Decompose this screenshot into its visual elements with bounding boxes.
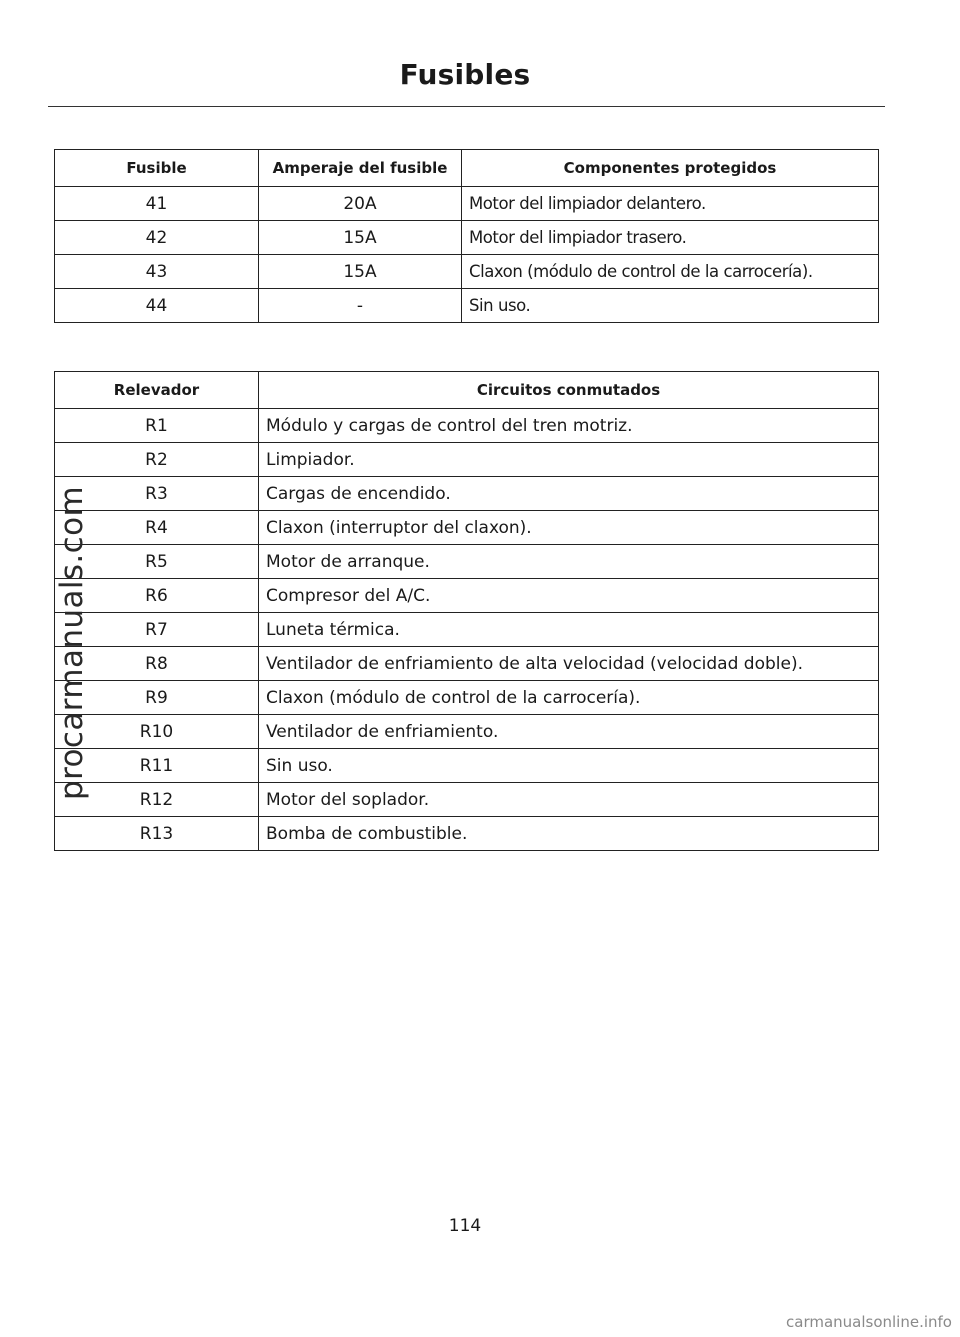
relay-table-header-row [55, 372, 879, 409]
table-row [55, 477, 879, 511]
table-row [55, 289, 879, 323]
relay-id: R8 [55, 647, 259, 681]
relay-circuits: Claxon (interruptor del claxon). [259, 511, 879, 545]
amperage-column-header: Amperaje del fusible [259, 150, 462, 187]
fuse-number: 43 [55, 255, 259, 289]
relay-id: R10 [55, 715, 259, 749]
fuse-components: Sin uso. [462, 289, 879, 323]
relay-circuits: Sin uso. [259, 749, 879, 783]
fuse-components: Motor del limpiador trasero. [462, 221, 879, 255]
table-row [55, 817, 879, 851]
components-column-header: Componentes protegidos [462, 150, 879, 187]
relay-circuits: Ventilador de enfriamiento de alta velocidad (velocidad doble). [259, 647, 879, 681]
table-row [55, 783, 879, 817]
relay-circuits: Motor de arranque. [259, 545, 879, 579]
table-row [55, 187, 879, 221]
relay-circuits: Cargas de encendido. [259, 477, 879, 511]
relay-id: R11 [55, 749, 259, 783]
relay-id: R5 [55, 545, 259, 579]
table-row [55, 255, 879, 289]
relay-circuits: Limpiador. [259, 443, 879, 477]
fuse-number: 41 [55, 187, 259, 221]
fuse-amperage: 20A [259, 187, 462, 221]
fuse-components: Claxon (módulo de control de la carrocería). [462, 255, 879, 289]
table-row [55, 221, 879, 255]
page-number: 114 [448, 1216, 482, 1236]
fuse-table-header-row [55, 150, 879, 187]
side-watermark: procarmanuals.com [54, 485, 90, 801]
relay-id: R3 [55, 477, 259, 511]
table-row [55, 511, 879, 545]
relay-id: R4 [55, 511, 259, 545]
relay-circuits: Luneta térmica. [259, 613, 879, 647]
relay-circuits: Bomba de combustible. [259, 817, 879, 851]
table-row [55, 545, 879, 579]
table-row [55, 749, 879, 783]
table-row [55, 647, 879, 681]
relay-id: R13 [55, 817, 259, 851]
relay-id: R7 [55, 613, 259, 647]
table-row [55, 443, 879, 477]
relay-id: R12 [55, 783, 259, 817]
relay-id: R2 [55, 443, 259, 477]
relay-id: R6 [55, 579, 259, 613]
table-row [55, 613, 879, 647]
table-row [55, 409, 879, 443]
relay-circuits: Ventilador de enfriamiento. [259, 715, 879, 749]
relay-circuits: Claxon (módulo de control de la carrocería). [259, 681, 879, 715]
fuse-amperage: 15A [259, 255, 462, 289]
relay-table [54, 371, 879, 851]
table-row [55, 579, 879, 613]
circuits-column-header: Circuitos conmutados [259, 372, 879, 409]
page-title: Fusibles [399, 58, 531, 91]
fuse-column-header: Fusible [55, 150, 259, 187]
fuse-table [54, 149, 879, 323]
fuse-amperage: 15A [259, 221, 462, 255]
fuse-amperage: - [259, 289, 462, 323]
table-row [55, 715, 879, 749]
fuse-number: 44 [55, 289, 259, 323]
fuse-components: Motor del limpiador delantero. [462, 187, 879, 221]
table-row [55, 681, 879, 715]
relay-id: R9 [55, 681, 259, 715]
relay-circuits: Motor del soplador. [259, 783, 879, 817]
relay-id: R1 [55, 409, 259, 443]
relay-circuits: Compresor del A/C. [259, 579, 879, 613]
relay-column-header: Relevador [55, 372, 259, 409]
title-divider [48, 106, 885, 107]
relay-circuits: Módulo y cargas de control del tren motriz. [259, 409, 879, 443]
fuse-number: 42 [55, 221, 259, 255]
footer-watermark: carmanualsonline.info [786, 1313, 952, 1331]
